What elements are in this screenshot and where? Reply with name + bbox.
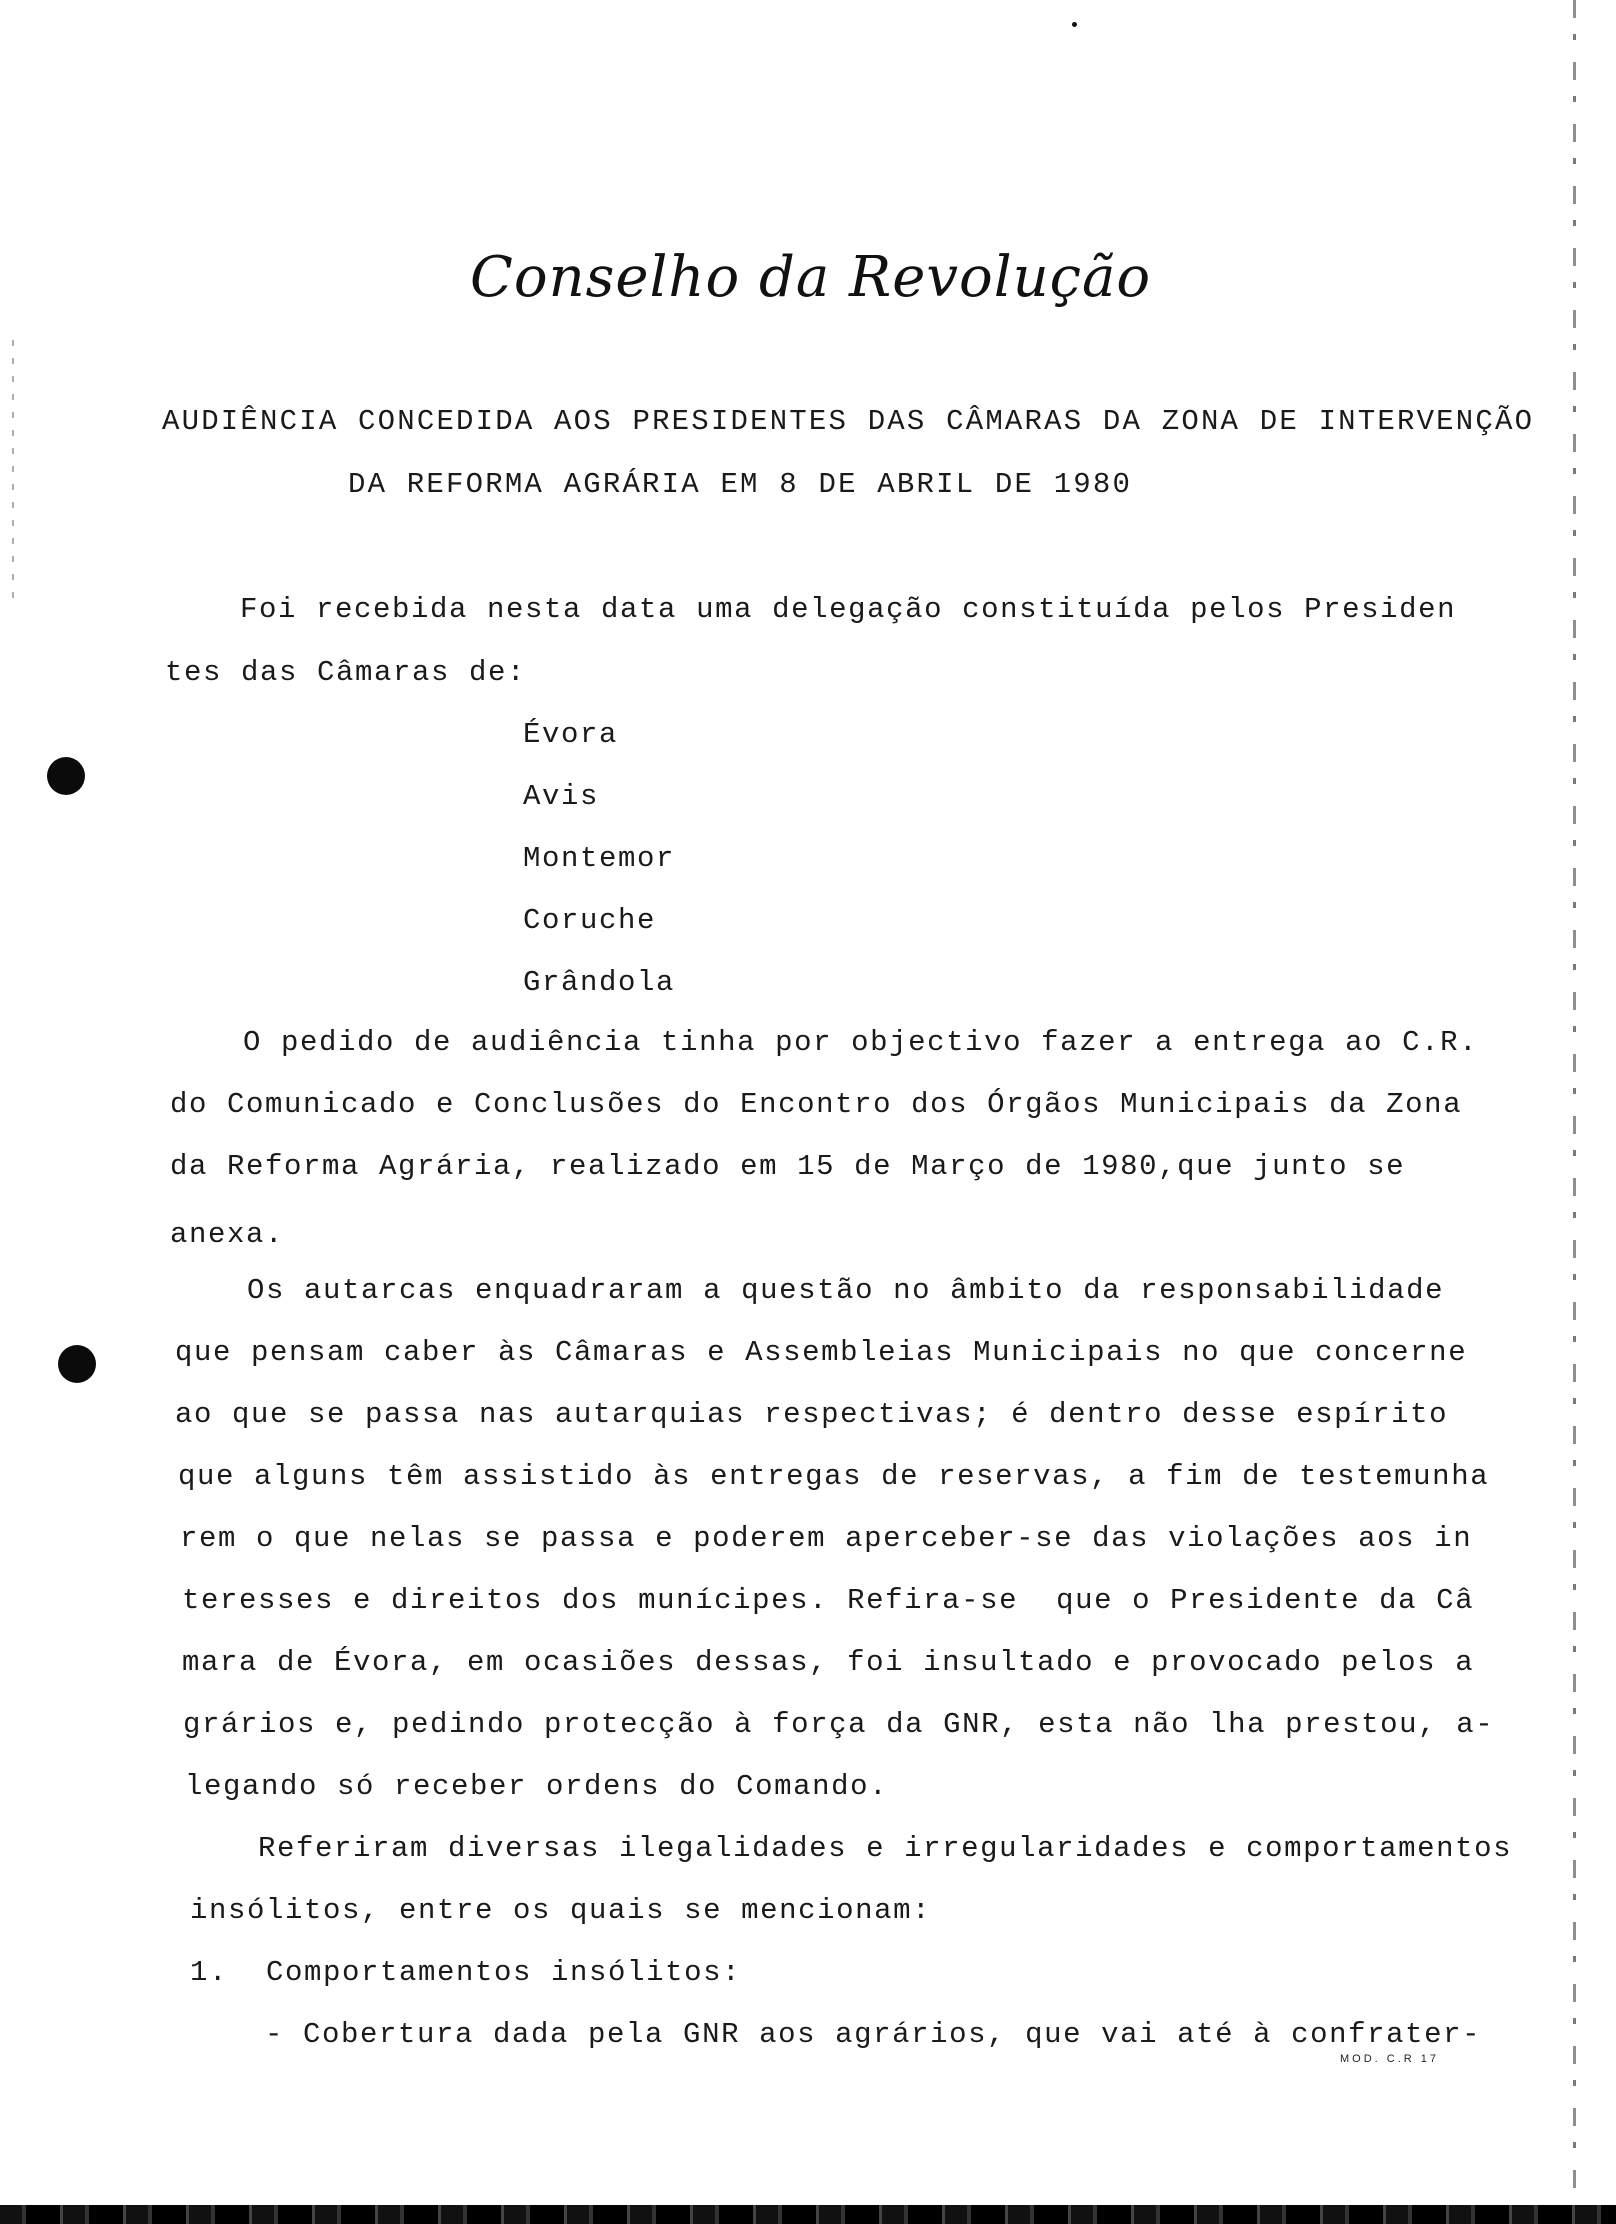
- paragraph-3-line: mara de Évora, em ocasiões dessas, foi insultado e provocado pelos a: [182, 1646, 1475, 1679]
- paragraph-3-line: que alguns têm assistido às entregas de reservas, a fim de testemunha: [178, 1460, 1490, 1493]
- town-list-item: Avis: [523, 780, 600, 813]
- paragraph-1-line: tes das Câmaras de:: [165, 656, 527, 689]
- punch-hole: [58, 1345, 96, 1383]
- paragraph-3-line: teresses e direitos dos munícipes. Refira-se que o Presidente da Câ: [182, 1584, 1475, 1617]
- paragraph-4-line: Referiram diversas ilegalidades e irregularidades e comportamentos: [258, 1832, 1513, 1865]
- town-list-item: Grândola: [523, 966, 676, 999]
- town-list-item: Évora: [523, 718, 619, 751]
- paragraph-3-line: que pensam caber às Câmaras e Assembleias Municipais no que concerne: [175, 1336, 1468, 1369]
- letterhead: Conselho da Revolução: [470, 245, 1152, 310]
- paragraph-2-line: da Reforma Agrária, realizado em 15 de Março de 1980,que junto se: [170, 1150, 1406, 1183]
- paragraph-3-line: grários e, pedindo protecção à força da GNR, esta não lha prestou, a-: [183, 1708, 1495, 1741]
- paragraph-2-line: O pedido de audiência tinha por objectivo fazer a entrega ao C.R.: [243, 1026, 1479, 1059]
- paragraph-3-line: legando só receber ordens do Comando.: [185, 1770, 889, 1803]
- paragraph-3-line: rem o que nelas se passa e poderem aperceber-se das violações aos in: [180, 1522, 1473, 1555]
- paragraph-3-line: Os autarcas enquadraram a questão no âmbito da responsabilidade: [247, 1274, 1445, 1307]
- form-code: MOD. C.R 17: [1340, 2053, 1440, 2065]
- scan-edge-left: [12, 340, 14, 600]
- title-line-1: AUDIÊNCIA CONCEDIDA AOS PRESIDENTES DAS CÂMARAS DA ZONA DE INTERVENÇÃO: [162, 405, 1535, 438]
- title-line-2: DA REFORMA AGRÁRIA EM 8 DE ABRIL DE 1980: [348, 468, 1133, 501]
- paragraph-2-line: do Comunicado e Conclusões do Encontro dos Órgãos Municipais da Zona: [170, 1088, 1463, 1121]
- scan-edge-right: [1573, 0, 1576, 2190]
- scan-speck: [1072, 22, 1077, 27]
- paragraph-4-line: insólitos, entre os quais se mencionam:: [190, 1894, 932, 1927]
- paragraph-3-line: ao que se passa nas autarquias respectivas; é dentro desse espírito: [175, 1398, 1449, 1431]
- town-list-item: Coruche: [523, 904, 657, 937]
- town-list-item: Montemor: [523, 842, 676, 875]
- paragraph-1-line: Foi recebida nesta data uma delegação constituída pelos Presiden: [240, 593, 1457, 626]
- list-item-heading: 1. Comportamentos insólitos:: [190, 1956, 742, 1989]
- list-subitem: - Cobertura dada pela GNR aos agrários, que vai até à confrater-: [265, 2018, 1482, 2051]
- scan-edge-bottom: [0, 2205, 1616, 2224]
- punch-hole: [47, 757, 85, 795]
- paragraph-2-line: anexa.: [170, 1218, 285, 1251]
